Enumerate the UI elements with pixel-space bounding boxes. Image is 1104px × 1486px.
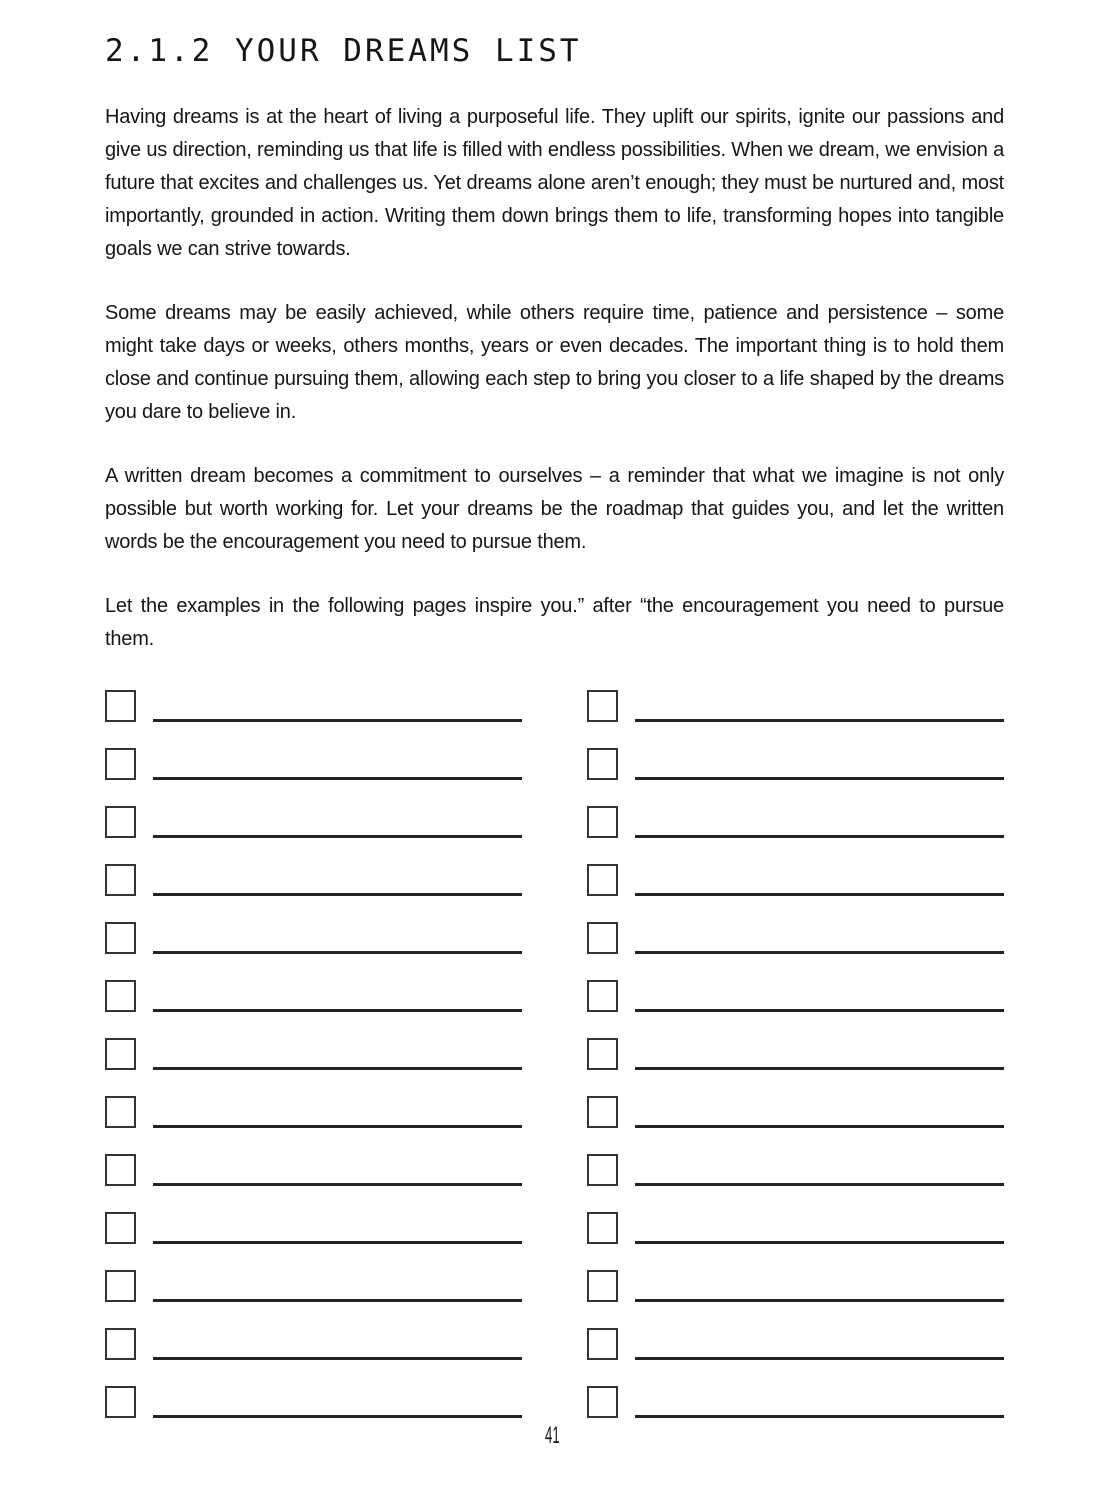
dream-write-line[interactable] bbox=[153, 980, 522, 1012]
dream-write-line[interactable] bbox=[635, 690, 1004, 722]
dream-checkbox[interactable] bbox=[587, 1154, 618, 1186]
dream-item bbox=[587, 922, 1004, 954]
dream-write-line[interactable] bbox=[635, 1038, 1004, 1070]
dream-checkbox[interactable] bbox=[587, 980, 618, 1012]
dream-write-line[interactable] bbox=[153, 1212, 522, 1244]
dream-item bbox=[105, 748, 522, 780]
intro-paragraph-2: Some dreams may be easily achieved, while others require time, patience and persistence – some might take days or weeks, others months, years or even decades. The important thing is to hold them close and continue pursuing them, allowing each step to bring you closer to a life shaped by the dreams you dare to believe in. bbox=[105, 302, 1004, 423]
dream-write-line[interactable] bbox=[153, 1270, 522, 1302]
intro-paragraph-1: Having dreams is at the heart of living a purposeful life. They uplift our spirits, ignite our passions and give us direction, reminding us that life is filled with endless possibilities. When we dream, we envision a future that excites and challenges us. Yet dreams alone aren’t enough; they must be nurtured and, most importantly, grounded in action. Writing them down brings them to life, transforming hopes into tangible goals we can strive towards. bbox=[105, 106, 1004, 260]
dream-checkbox[interactable] bbox=[105, 1096, 136, 1128]
dream-checkbox[interactable] bbox=[105, 690, 136, 722]
dream-checkbox[interactable] bbox=[105, 1154, 136, 1186]
dream-item bbox=[587, 1154, 1004, 1186]
dream-item bbox=[105, 806, 522, 838]
dream-write-line[interactable] bbox=[153, 1038, 522, 1070]
dream-checkbox[interactable] bbox=[105, 748, 136, 780]
dream-checkbox[interactable] bbox=[105, 1212, 136, 1244]
dream-checkbox[interactable] bbox=[105, 864, 136, 896]
dream-item bbox=[587, 864, 1004, 896]
intro-paragraph-3: A written dream becomes a commitment to ourselves – a reminder that what we imagine is not only possible but worth working for. Let your dreams be the roadmap that guides you, and let the written words be the encouragement you need to pursue them. bbox=[105, 465, 1004, 553]
dream-item bbox=[105, 922, 522, 954]
page-footer bbox=[0, 1422, 1104, 1450]
dream-item bbox=[587, 1096, 1004, 1128]
checklist-column-left bbox=[105, 690, 522, 1418]
dream-write-line[interactable] bbox=[635, 1096, 1004, 1128]
dream-checkbox[interactable] bbox=[105, 1386, 136, 1418]
dream-write-line[interactable] bbox=[635, 980, 1004, 1012]
dream-checkbox[interactable] bbox=[105, 922, 136, 954]
dream-checkbox[interactable] bbox=[587, 922, 618, 954]
dream-item bbox=[587, 748, 1004, 780]
intro-paragraph-4: Let the examples in the following pages inspire you.” after “the encouragement you need to pursue them. bbox=[105, 595, 1004, 650]
dream-item bbox=[587, 1386, 1004, 1418]
dream-write-line[interactable] bbox=[153, 748, 522, 780]
dream-write-line[interactable] bbox=[635, 1386, 1004, 1418]
dream-item bbox=[105, 1386, 522, 1418]
dream-write-line[interactable] bbox=[153, 690, 522, 722]
dream-write-line[interactable] bbox=[153, 806, 522, 838]
dreams-checklist bbox=[105, 690, 1004, 1418]
dream-write-line[interactable] bbox=[153, 1386, 522, 1418]
dream-checkbox[interactable] bbox=[105, 1270, 136, 1302]
dream-item bbox=[587, 1212, 1004, 1244]
dream-item bbox=[587, 806, 1004, 838]
checklist-column-right bbox=[587, 690, 1004, 1418]
dream-checkbox[interactable] bbox=[105, 806, 136, 838]
dream-write-line[interactable] bbox=[635, 1270, 1004, 1302]
dream-write-line[interactable] bbox=[635, 806, 1004, 838]
dream-checkbox[interactable] bbox=[587, 1270, 618, 1302]
dream-item bbox=[587, 1328, 1004, 1360]
dream-checkbox[interactable] bbox=[587, 1212, 618, 1244]
dream-checkbox[interactable] bbox=[105, 1038, 136, 1070]
dream-checkbox[interactable] bbox=[587, 1096, 618, 1128]
page-title: 2.1.2 YOUR DREAMS LIST bbox=[105, 33, 582, 69]
dream-item bbox=[587, 1270, 1004, 1302]
dream-write-line[interactable] bbox=[153, 864, 522, 896]
dream-item bbox=[105, 1154, 522, 1186]
dream-item bbox=[105, 1328, 522, 1360]
dream-item bbox=[587, 1038, 1004, 1070]
page-number: 41 bbox=[544, 1422, 560, 1449]
dream-checkbox[interactable] bbox=[105, 980, 136, 1012]
dream-checkbox[interactable] bbox=[587, 806, 618, 838]
dream-item bbox=[105, 1212, 522, 1244]
dream-write-line[interactable] bbox=[635, 1328, 1004, 1360]
dream-write-line[interactable] bbox=[635, 1212, 1004, 1244]
dream-write-line[interactable] bbox=[635, 1154, 1004, 1186]
dream-item bbox=[587, 980, 1004, 1012]
dream-checkbox[interactable] bbox=[105, 1328, 136, 1360]
dream-write-line[interactable] bbox=[635, 864, 1004, 896]
dream-checkbox[interactable] bbox=[587, 1386, 618, 1418]
dream-item bbox=[105, 690, 522, 722]
dream-item bbox=[105, 864, 522, 896]
dream-write-line[interactable] bbox=[153, 922, 522, 954]
dream-write-line[interactable] bbox=[153, 1154, 522, 1186]
dream-write-line[interactable] bbox=[635, 922, 1004, 954]
dream-checkbox[interactable] bbox=[587, 1328, 618, 1360]
dream-item bbox=[105, 1270, 522, 1302]
dream-checkbox[interactable] bbox=[587, 1038, 618, 1070]
dream-item bbox=[105, 1038, 522, 1070]
dream-item bbox=[587, 690, 1004, 722]
dream-checkbox[interactable] bbox=[587, 864, 618, 896]
dream-item bbox=[105, 1096, 522, 1128]
dream-checkbox[interactable] bbox=[587, 748, 618, 780]
dream-item bbox=[105, 980, 522, 1012]
dream-write-line[interactable] bbox=[635, 748, 1004, 780]
dream-write-line[interactable] bbox=[153, 1328, 522, 1360]
dream-checkbox[interactable] bbox=[587, 690, 618, 722]
dream-write-line[interactable] bbox=[153, 1096, 522, 1128]
